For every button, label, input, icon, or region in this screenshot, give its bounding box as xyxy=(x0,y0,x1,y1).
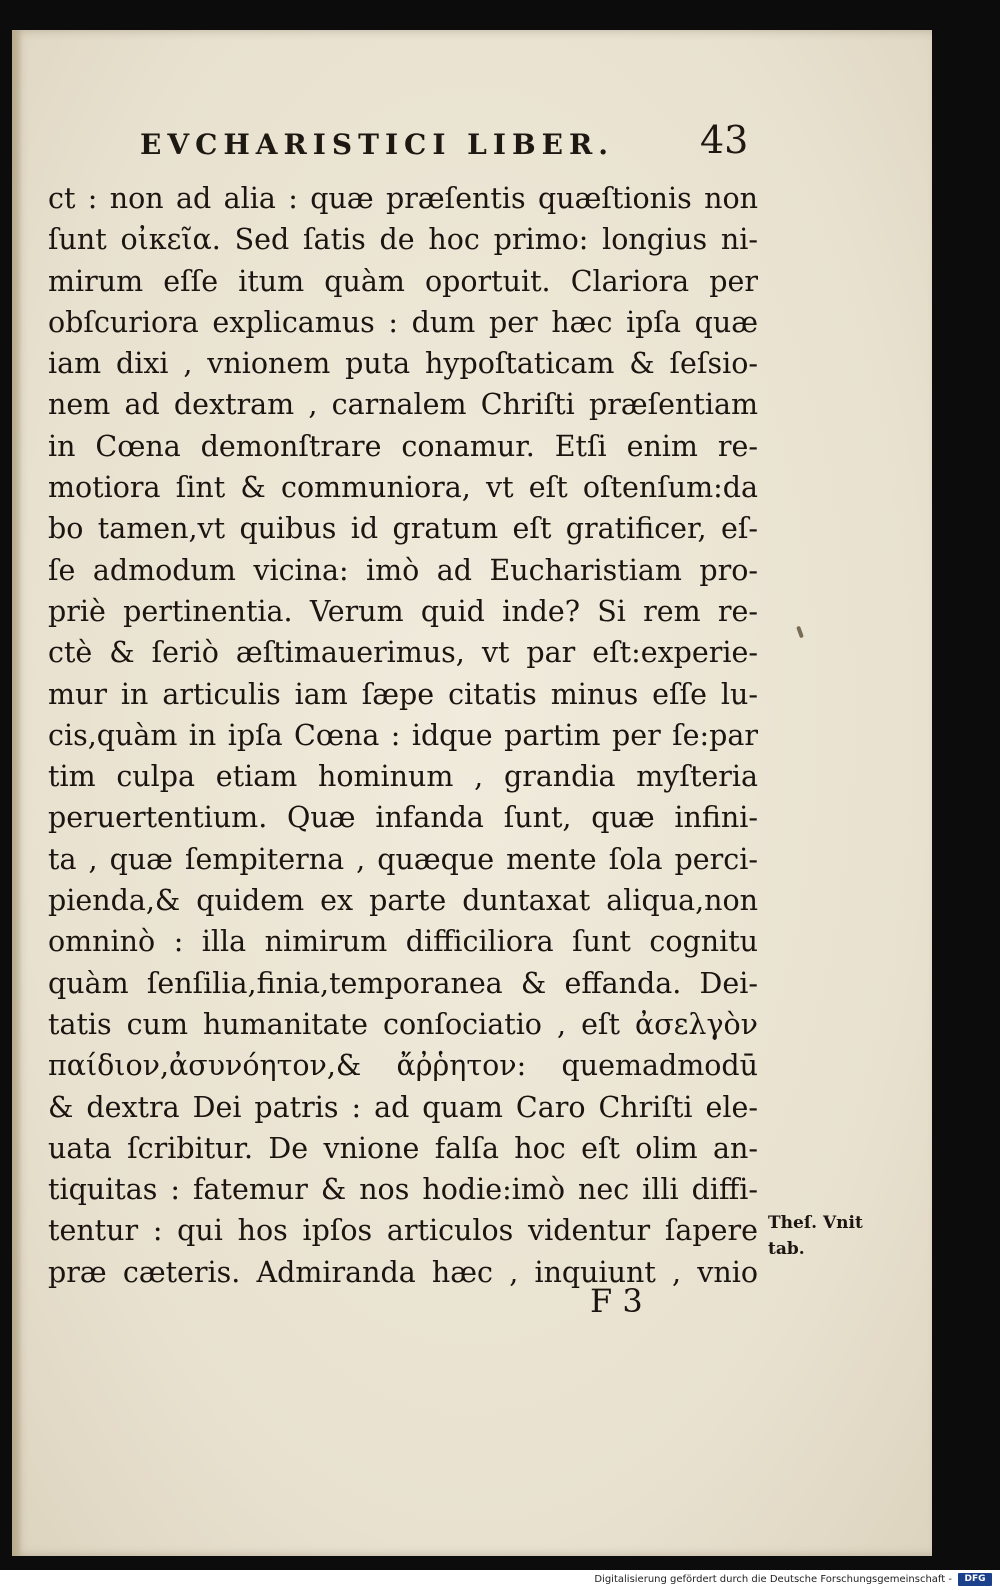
text-line: priè pertinentia. Verum quid inde? Si rem re- xyxy=(48,594,758,628)
text-line: omninò : illa nimirum difficiliora ſunt cognitu xyxy=(48,925,758,959)
text-line: præ cæteris. Admiranda hæc , inquiunt , vnio xyxy=(48,1255,758,1289)
page-gutter-shadow xyxy=(12,30,22,1556)
text-line: bo tamen,vt quibus id gratum eſt gratificer, eſ- xyxy=(48,512,758,546)
text-line: peruertentium. Quæ infanda ſunt, quæ infini- xyxy=(48,801,758,835)
signature-mark: F 3 xyxy=(590,1282,643,1320)
text-line: motiora ſint & communiora, vt eſt oſtenſum:da xyxy=(48,471,758,505)
text-line: ſe admodum vicina: imò ad Eucharistiam pro- xyxy=(48,553,758,587)
text-line: tiquitas : fatemur & nos hodie:imò nec illi diffi- xyxy=(48,1173,758,1207)
running-head: EVCHARISTICI LIBER. xyxy=(140,128,614,161)
text-line: tentur : qui hos ipſos articulos videntur ſapere xyxy=(48,1214,758,1248)
text-line: cis,quàm in ipſa Cœna : idque partim per ſe:par xyxy=(48,718,758,752)
marginal-note-line: Theſ. Vnit xyxy=(768,1213,863,1233)
marginal-note xyxy=(768,1210,898,1262)
footer-bar xyxy=(0,1570,1000,1590)
dfg-logo: DFG xyxy=(958,1573,992,1586)
text-line: nem ad dextram , carnalem Chriſti præſentiam xyxy=(48,388,758,422)
text-line: mur in articulis iam ſæpe citatis minus eſſe lu- xyxy=(48,677,758,711)
text-line: mirum eſſe itum quàm oportuit. Clariora per xyxy=(48,264,758,298)
text-line: obſcuriora explicamus : dum per hæc ipſa quæ xyxy=(48,305,758,339)
text-line: quàm ſenſilia,finia,temporanea & effanda. Dei- xyxy=(48,966,758,1000)
body-text xyxy=(48,178,758,1293)
text-line: tatis cum humanitate conſociatio , eſt ἀσελγὸν xyxy=(48,1007,758,1041)
text-line: παίδιον,ἀσυνόητον,& ἄῤῥητον: quemadmodū xyxy=(48,1049,758,1083)
text-line: iam dixi , vnionem puta hypoſtaticam & ſeſsio- xyxy=(48,347,758,381)
text-line: ta , quæ ſempiterna , quæque mente ſola perci- xyxy=(48,842,758,876)
marginal-note-line: tab. xyxy=(768,1239,805,1259)
text-line: pienda,& quidem ex parte duntaxat aliqua,non xyxy=(48,884,758,918)
page-number: 43 xyxy=(700,118,749,162)
text-line: & dextra Dei patris : ad quam Caro Chriſti ele- xyxy=(48,1090,758,1124)
page-header xyxy=(140,118,760,168)
text-line: ſunt οἰκεῖα. Sed ſatis de hoc primo: longius ni- xyxy=(48,223,758,257)
text-line: tim culpa etiam hominum , grandia myſteria xyxy=(48,760,758,794)
text-line: in Cœna demonſtrare conamur. Etſi enim re- xyxy=(48,429,758,463)
funding-credit: Digitalisierung gefördert durch die Deutsche Forschungsgemeinschaft - xyxy=(594,1574,952,1585)
text-line: uata ſcribitur. De vnione falſa hoc eſt olim an- xyxy=(48,1131,758,1165)
text-line: ct : non ad alia : quæ præſentis quæſtionis non xyxy=(48,182,758,215)
text-line: ctè & ſeriò æſtimauerimus, vt par eſt:experie- xyxy=(48,636,758,670)
